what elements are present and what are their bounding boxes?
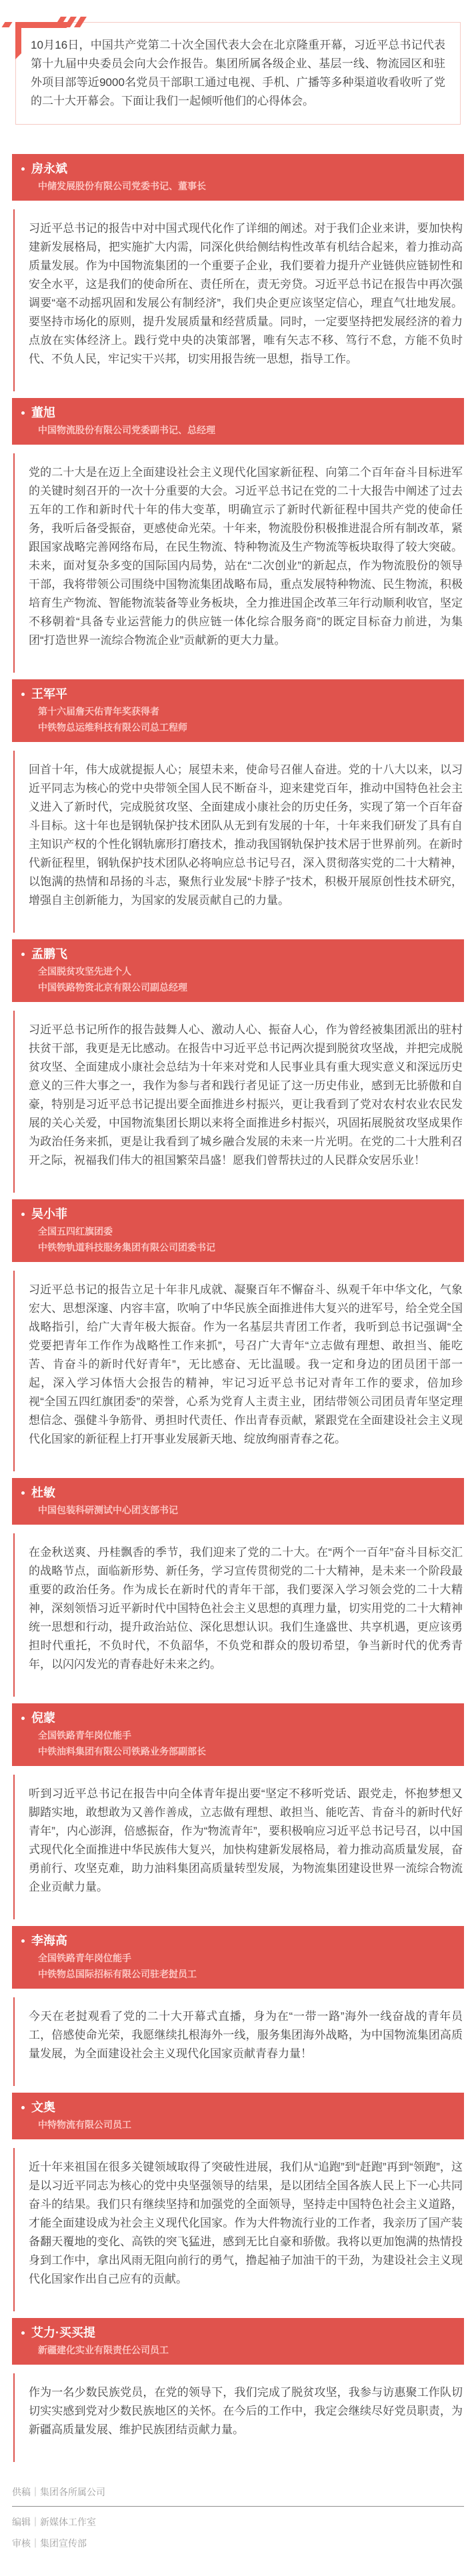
speaker-title: 中铁物总运维科技有限公司总工程师 — [38, 722, 187, 733]
speaker-section — [12, 1703, 464, 1919]
speaker-name: 杜敏 — [31, 1486, 55, 1499]
speaker-section — [12, 2318, 464, 2462]
speaker-award: 全国铁路青年岗位能手 — [38, 1953, 131, 1963]
speaker-section — [12, 1478, 464, 1697]
speaker-title: 中铁物轨道科技服务集团有限公司团委书记 — [38, 1242, 215, 1253]
speaker-name: 文奥 — [31, 2101, 55, 2114]
article-page — [0, 22, 476, 2576]
speaker-name: 倪蒙 — [31, 1711, 55, 1725]
speaker-title: 中铁物总国际招标有限公司驻老挝员工 — [38, 1969, 197, 1979]
bullet-icon — [21, 693, 25, 696]
speaker-name: 吴小菲 — [31, 1207, 67, 1221]
speaker-quote: 习近平总书记所作的报告鼓舞人心、激动人心、振奋人心，作为曾经被集团派出的驻村扶贫干部，我更是无比感动。在报告中习近平总书记两次提到脱贫攻坚战，并把完成脱贫攻坚、全面建成小康社会总结为十年来对党和人民事业具有重大现实意义和深远历史意义的三件大事之一，我作为参与者和践行者见证了这一历史伟业，感到无比骄傲和自豪，特别是习近平总书记提出要全面推进乡村振兴，更让我看到了党对农村农业农民发展的关心关爱，中国物流集团长期以来将全面推进乡村振兴，巩固拓展脱贫攻坚成果作为政治任务来抓，更是让我看到了城乡融合发展的未来一片光明。在党的二十大胜利召开之际，祝福我们伟大的祖国繁荣昌盛！愿我们曾帮扶过的人民群众安居乐业！ — [13, 1011, 464, 1193]
speaker-banner — [12, 2318, 464, 2365]
page-corner-slash-icon — [2, 22, 13, 27]
speaker-title: 中国铁路物资北京有限公司副总经理 — [38, 982, 187, 993]
speaker-section — [12, 1926, 464, 2086]
speaker-banner — [12, 1478, 464, 1525]
speaker-title: 中国包装科研测试中心团支部书记 — [38, 1505, 178, 1515]
speaker-name: 孟鹏飞 — [31, 947, 67, 961]
bullet-icon — [21, 1491, 25, 1495]
bullet-icon — [21, 953, 25, 956]
speaker-section — [12, 154, 464, 391]
speaker-banner — [12, 1199, 464, 1262]
speaker-title: 中国物流股份有限公司党委副书记、总经理 — [38, 425, 215, 435]
speaker-name: 李海高 — [31, 1934, 67, 1947]
speaker-name: 王军平 — [31, 687, 67, 701]
speaker-banner — [12, 398, 464, 445]
speaker-section — [12, 398, 464, 673]
speaker-award: 全国五四红旗团委 — [38, 1226, 113, 1237]
speaker-award: 第十六届詹天佑青年奖获得者 — [38, 706, 159, 717]
bullet-icon — [21, 1213, 25, 1216]
speaker-quote: 听到习近平总书记在报告中向全体青年提出要“坚定不移听党话、跟党走，怀抱梦想又脚踏实地，敢想敢为又善作善成，立志做有理想、敢担当、能吃苦、肯奋斗的新时代好青年”，内心澎湃，倍感振奋，作为“物流青年”，要积极响应习近平总书记号召，以中国式现代化全面推进中华民族伟大复兴，加快构建新发展格局，着力推动高质量发展，奋勇前行、攻坚克难，助力油料集团高质量转型发展，为物流集团建设世界一流综合物流企业贡献力量。 — [13, 1775, 464, 1919]
speaker-banner — [12, 939, 464, 1002]
bullet-icon — [21, 2106, 25, 2109]
speaker-banner — [12, 154, 464, 201]
speaker-title: 新疆建化实业有限责任公司员工 — [38, 2345, 169, 2355]
bullet-icon — [21, 167, 25, 171]
speaker-quote: 作为一名少数民族党员，在党的领导下，我们完成了脱贫攻坚，我参与访惠聚工作队切切实实感到党对少数民族地区的关怀。在今后的工作中，我定会继续尽好党员职责，为新疆高质量发展、维护民族团结贡献力量。 — [13, 2373, 464, 2462]
speaker-banner — [12, 2093, 464, 2139]
speaker-quote: 回首十年，伟大成就提振人心；展望未来，使命号召催人奋进。党的十八大以来，以习近平同志为核心的党中央带领全国人民不断奋斗，迎来建党百年，推动中国特色社会主义进入了新时代，完成脱贫攻坚、全面建成小康社会的历史任务，实现了第一个百年奋斗目标。这十年也是钢轨保护技术团队从无到有发展的十年，十年来我们研发了具有自主知识产权的个性化钢轨廓形打磨技术，推动我国钢轨保护技术居于世界前列。在新时代新征程里，钢轨保护技术团队必将响应总书记号召，深入贯彻落实党的二十大精神，以饱满的热情和昂扬的斗志，聚焦行业发展“卡脖子”技术，积极开展原创性技术研究，增强自主创新能力，为国家的发展贡献自己的力量。 — [13, 751, 464, 933]
credit-contributor: 供稿｜集团各所属公司 — [12, 2486, 464, 2507]
speaker-quote: 在金秋送爽、丹桂飘香的季节，我们迎来了党的二十大。在“两个一百年”奋斗目标交汇的战略节点，面临新形势、新任务，学习宣传贯彻党的二十大精神，是未来一个阶段最重要的政治任务。作为成长在新时代的青年干部，我们要深入学习领会党的二十大精神，深刻领悟习近平新时代中国特色社会主义思想的真理力量，切实用党的二十大精神统一思想和行动，提升政治站位、深化思想认识。我们生逢盛世、共享机遇，更应该勇担时代重托，不负时代，不负韶华，不负党和群众的殷切希望，争当新时代的优秀青年，以闪闪发光的青春赴好未来之约。 — [13, 1533, 464, 1697]
speaker-section — [12, 679, 464, 933]
speaker-quote: 习近平总书记的报告立足十年非凡成就、凝聚百年不懈奋斗、纵观千年中华文化，气象宏大、思想深邃、内容丰富，吹响了中华民族全面推进伟大复兴的进军号，给全党全国战略指引，给广大青年极大振奋。作为一名基层共青团工作者，我听到总书记强调“全党要把青年工作作为战略性工作来抓”，号召广大青年“立志做有理想、敢担当、能吃苦、肯奋斗的新时代好青年”，无比感奋、无比温暖。我一定和身边的团员团干部一起，深入学习体悟大会报告的精神，牢记习近平总书记对青年工作的要求，倍加珍视“全国五四红旗团委”的荣誉，心系为党育人主责主业，团结带领公司团员青年坚定理想信念、强健斗争筋骨、勇担时代责任、作出青春贡献，紧跟党在全面建设社会主义现代化国家的新征程上打开事业发展新天地、绽放绚丽青春之花。 — [13, 1271, 464, 1471]
speaker-banner — [12, 1703, 464, 1766]
speaker-award: 全国脱贫攻坚先进个人 — [38, 966, 131, 977]
triple-slash-icon — [57, 17, 83, 27]
speaker-section — [12, 939, 464, 1193]
speaker-banner — [12, 1926, 464, 1989]
bullet-icon — [21, 1717, 25, 1720]
speaker-banner — [12, 679, 464, 742]
speaker-quote: 习近平总书记的报告中对中国式现代化作了详细的阐述。对于我们企业来讲，要加快构建新发展格局，把实施扩大内需，同深化供给侧结构性改革有机结合起来，着力推动高质量发展。作为中国物流集团的一个重要子企业，我们要着力提升产业链供应链韧性和安全水平，这是我们的使命所在、责任所在，责无旁贷。习近平总书记在报告中再次强调要“毫不动摇巩固和发展公有制经济”，我们央企更应该坚定信心，理直气壮地发展。要坚持市场化的原则，提升发展质量和经营质量。同时，一定要坚持把发展经济的着力点放在实体经济上。践行党中央的决策部署，唯有矢志不移、笃行不怠，方能不负时代、不负人民，牢记实干兴邦，切实用报告统一思想，指导工作。 — [13, 209, 464, 391]
speaker-title: 中铁油料集团有限公司铁路业务部副部长 — [38, 1746, 206, 1757]
speaker-name: 艾力·买买提 — [31, 2326, 95, 2339]
speaker-name: 房永斌 — [31, 162, 67, 175]
speaker-quote: 近十年来祖国在很多关键领域取得了突破性进展，我们从“追跑”到“赶跑”再到“领跑”，这是以习近平同志为核心的党中央坚强领导的结果，是以团结全国各族人民上下一心共同奋斗的结果。我们只有继续坚持和加强党的全面领导，坚持走中国特色社会主义道路，才能全面建设成为社会主义现代化国家。作为大件物流行业的工作者，我亲历了国产装备翻天覆地的变化、高铁的突飞猛进，感到无比自豪和骄傲。我将以更加饱满的热情投身到工作中，拿出风雨无阻向前行的勇气，撸起袖子加油干的干劲，为建设社会主义现代化国家作出自己应有的贡献。 — [13, 2148, 464, 2311]
speaker-title: 中储发展股份有限公司党委书记、董事长 — [38, 181, 206, 191]
bullet-icon — [21, 411, 25, 415]
intro-text: 10月16日，中国共产党第二十次全国代表大会在北京隆重开幕，习近平总书记代表第十九届中央委员会向大会作报告。集团所属各级企业、基层一线、物流园区和驻外项目部等近9000名党员干部职工通过电视、手机、广播等多种渠道收看收听了党的二十大开幕会。下面让我们一起倾听他们的心得体会。 — [31, 39, 445, 107]
speaker-quote: 今天在老挝观看了党的二十大开幕式直播，身为在“一带一路”海外一线奋战的青年员工，倍感使命光荣，我愿继续扎根海外一线，服务集团海外战略，为中国物流集团高质量发展，为全面建设社会主义现代化国家贡献青春力量！ — [13, 1997, 464, 2086]
speaker-section — [12, 2093, 464, 2311]
speaker-award: 全国铁路青年岗位能手 — [38, 1730, 131, 1741]
speaker-quote: 党的二十大是在迈上全面建设社会主义现代化国家新征程、向第二个百年奋斗目标进军的关键时刻召开的一次十分重要的大会。习近平总书记在党的二十大报告中阐述了过去五年的工作和新时代十年的伟大变革，明确宣示了新时代新征程中国共产党的使命任务，我听后备受振奋，更感使命光荣。十年来，物流股份积极推进混合所有制改革，紧跟国家战略完善网络布局，在民生物流、特种物流及生产物流等板块取得了较大突破。未来，面对复杂多变的国际国内局势，站在“二次创业”的新起点，作为物流股份的领导干部，我将带领公司围绕中国物流集团战略布局，重点发展特种物流、民生物流，积极培育生产物流、智能物流装备等业务板块，全力推进国企改革三年行动顺利收官，坚定不移朝着“具备专业运营能力的供应链一体化综合服务商”的既定目标奋力前进，为集团“打造世界一流综合物流企业”贡献新的更大力量。 — [13, 453, 464, 673]
credit-editor: 编辑｜新媒体工作室 — [12, 2517, 96, 2527]
credit-reviewer: 审核｜集团宣传部 — [12, 2538, 87, 2549]
speaker-name: 董旭 — [31, 406, 55, 419]
bullet-icon — [21, 1939, 25, 1943]
intro-box — [15, 22, 461, 125]
bullet-icon — [21, 2331, 25, 2335]
speaker-title: 中特物流有限公司员工 — [38, 2119, 131, 2130]
speaker-section — [12, 1199, 464, 1471]
credits-footer — [12, 2486, 464, 2549]
